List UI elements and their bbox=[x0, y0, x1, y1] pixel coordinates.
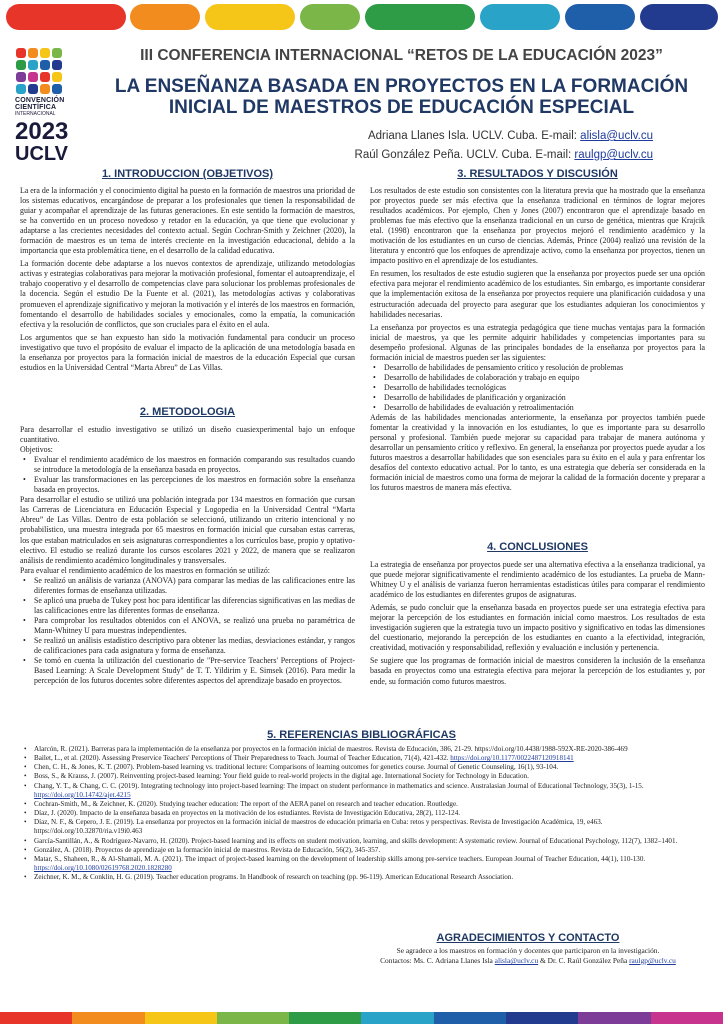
author-1-text: Adriana Llanes Isla. UCLV. Cuba. E-mail: bbox=[367, 130, 581, 142]
reference-item bbox=[22, 782, 702, 800]
color-band-segment bbox=[361, 1012, 433, 1024]
logo-square bbox=[28, 84, 38, 94]
reference-doi-link[interactable]: https://doi.org/10.14742/ajet.4215 bbox=[34, 790, 131, 799]
conclusions-paragraph: Además, se pudo concluir que la enseñanza basada en proyectos puede ser una estrategia efectiva para mejorar la percepción de los estudiantes en formación inicial como maestros. Los resultados de esta investigación sugieren que la estrategia tuvo un impacto positivo y significativo en todas las dimensiones del cuestionario, mejorando la percepción de los estudiantes en cuanto a la efectividad, integración, creatividad, motivación y responsabilidad, reflexión y evaluación e inclusión y pertenencia. bbox=[370, 603, 705, 653]
reference-text: Bailet, L., et al. (2020). Assessing Preservice Teachers' Perceptions of Their Preparedness to Teach. Journal of Teacher Education, 71(4), 421-432. bbox=[34, 754, 451, 763]
color-band-segment bbox=[6, 4, 126, 30]
intro-heading: 1. INTRODUCCION (OBJETIVOS) bbox=[101, 168, 274, 180]
color-band-segment bbox=[480, 4, 560, 30]
results-paragraph: Además de las habilidades mencionadas anteriormente, la enseñanza por proyectos también puede fomentar la creatividad y la innovación en los estudiantes, lo que es importante para su desarrollo personal y profesional. También puede mejorar su capacidad para trabajar de manera autónoma y desarrollar un pensamiento crítico y reflexivo. En general, la enseñanza por proyectos puede ayudar a los futuros maestros a desarrollar habilidades que son esenciales para su éxito en el aula y para enfrentar los desafíos del contexto educativo actual. Por lo tanto, es una estrategia que debería ser considerada en la formación inicial de maestros como una forma de mejorar la calidad de la formación docente y preparar a los futuros maestros de manera más efectiva. bbox=[370, 413, 705, 493]
author-1-email-link[interactable]: alisla@uclv.cu bbox=[580, 130, 653, 142]
list-item: • Evaluar el rendimiento académico de los maestros en formación comparando sus resultados cuando se introduce la metodología de la enseñanza basada en proyectos. bbox=[20, 455, 355, 475]
ack-line-1: Se agradece a los maestros en formación y docentes que participaron en la investigación. bbox=[396, 946, 660, 955]
color-band-segment bbox=[300, 4, 360, 30]
color-band-segment bbox=[130, 4, 200, 30]
convention-logo bbox=[15, 48, 69, 165]
reference-text: García-Santillán, A., & Rodríguez-Navarro, H. (2020). Project-based learning and its effects on student motivation, learning, and skills development: A systematic review. Journal of Educational Psychology, 112(7), 1382–1401. bbox=[34, 836, 678, 845]
logo-square bbox=[52, 48, 62, 58]
logo-square bbox=[40, 84, 50, 94]
logo-square bbox=[16, 60, 26, 70]
objectives-label: Objetivos: bbox=[20, 445, 53, 455]
reference-text: Díaz, J. (2020). Impacto de la enseñanza basada en proyectos en la motivación de los estudiantes. Revista de Investigación Educativa, 28(2), 112-124. bbox=[34, 809, 461, 818]
color-band-segment bbox=[145, 1012, 217, 1024]
list-item: • Desarrollo de habilidades de evaluación y retroalimentación bbox=[370, 403, 705, 413]
color-band-segment bbox=[578, 1012, 650, 1024]
logo-uclv: UCLV bbox=[15, 143, 68, 165]
poster-title-line-2: INICIAL DE MAESTROS DE EDUCACIÓN ESPECIAL bbox=[168, 97, 635, 118]
method-heading: 2. METODOLOGIA bbox=[139, 406, 236, 418]
ack-email-link-2[interactable]: raulgp@uclv.cu bbox=[629, 956, 676, 965]
reference-text: Matar, S., Shaheen, R., & Al-Shamali, M. A. (2021). The impact of project-based learning on the development of leadership skills among pre-service teachers. European Journal of Teacher Education, 44(1), 110-130. bbox=[34, 854, 646, 863]
reference-text: Chang, Y. T., & Chang, C. C. (2019). Integrating technology into project-based learning: The impact on student performance in mathematics and science. Australasian Journal of Educational Technology, 35(3), 1-15. bbox=[34, 781, 644, 790]
author-2-email-link[interactable]: raulgp@uclv.cu bbox=[574, 149, 653, 161]
color-band-segment bbox=[651, 1012, 723, 1024]
logo-line-3: INTERNACIONAL bbox=[15, 111, 56, 117]
reference-text: Chen, C. H., & Jones, K. T. (2007). Problem-based learning vs. traditional lecture: Comparisons of learning outcomes for genetics course. Journal of Genetic Counseling, 16(1), 93-104. bbox=[34, 763, 559, 772]
list-item: • Desarrollo de habilidades de planificación y organización bbox=[370, 393, 705, 403]
results-heading: 3. RESULTADOS Y DISCUSIÓN bbox=[457, 168, 618, 180]
reference-doi-link[interactable]: https://doi.org/10.1177/0022487120918141 bbox=[450, 754, 574, 763]
logo-squares bbox=[16, 48, 65, 94]
logo-year: 2023 bbox=[15, 118, 69, 145]
reference-text: Boss, S., & Krauss, J. (2007). Reinventing project-based learning: Your field guide to real-world projects in the digital age. International Society for Technology in Education. bbox=[34, 772, 529, 781]
bottom-color-band bbox=[0, 1012, 723, 1024]
ack-heading: AGRADECIMIENTOS Y CONTACTO bbox=[436, 932, 620, 944]
results-body bbox=[370, 186, 705, 493]
color-band-segment bbox=[565, 4, 635, 30]
color-band-segment bbox=[217, 1012, 289, 1024]
intro-paragraph: Los argumentos que se han expuesto han sido la motivación fundamental para conducir un proceso investigativo que tuvo el propósito de evaluar el impacto de la aplicación de una metodología basada en la enseñanza por proyectos para la formación inicial de maestros de la educación Especial que cursan estudios en la Universidad Central “Marta Abreu” de Las Villas. bbox=[20, 332, 355, 372]
list-item: • Desarrollo de habilidades de pensamiento crítico y resolución de problemas bbox=[370, 363, 705, 373]
logo-square bbox=[16, 84, 26, 94]
logo-square bbox=[16, 72, 26, 82]
color-band-segment bbox=[506, 1012, 578, 1024]
logo-square bbox=[40, 72, 50, 82]
list-item: • Para comprobar los resultados obtenidos con el ANOVA, se realizó una prueba no paramétrica de Mann-Whitney U para muestras independientes. bbox=[20, 616, 355, 636]
reference-item bbox=[22, 809, 702, 818]
intro-paragraph: La formación docente debe adaptarse a los nuevos contextos de aprendizaje, utilizando metodologías activas y estrategias colaborativas para mejorar la motivación profesional, fomentar el autoaprendizaje, el trabajo cooperativo y el desarrollo de competencias clave para solucionar los problemas profesionales de la docencia. Según el estudio De la Fuente et al. (2021), las metodologías activas y colaborativas promueven el aprendizaje significativo y mejoran la motivación y el interés de los maestros en formación, fomentando el desarrollo de habilidades sociales y emocionales, como la empatía, la comunicación efectiva y la resolución de conflictos, que son cruciales para el éxito en el aula. bbox=[20, 259, 355, 329]
ack-line-2 bbox=[352, 956, 704, 966]
eval-list bbox=[20, 576, 355, 687]
references-list bbox=[22, 745, 702, 882]
color-band-segment bbox=[205, 4, 295, 30]
reference-item bbox=[22, 837, 702, 846]
benefits-list bbox=[370, 363, 705, 413]
results-paragraph: En resumen, los resultados de este estudio sugieren que la enseñanza por proyectos puede ser una opción efectiva para mejorar el rendimiento académico de los estudiantes. Sin embargo, es importante considerar que la implementación exitosa de la enseñanza por proyectos requiere una planificación cuidadosa y una estructuración adecuada del proyecto para asegurar que los estudiantes adquieran los conocimientos y habilidades necesarias. bbox=[370, 269, 705, 319]
list-item: • Se realizó un análisis de varianza (ANOVA) para comparar las medias de las calificaciones entre las diferentes formas de enseñanza utilizadas. bbox=[20, 576, 355, 596]
eval-label: Para evaluar el rendimiento académico de los maestros en formación se utilizó: bbox=[20, 565, 270, 575]
list-item: • Evaluar las transformaciones en las percepciones de los maestros en formación sobre la enseñanza basada en proyectos. bbox=[20, 475, 355, 495]
color-band-segment bbox=[365, 4, 475, 30]
conclusions-heading: 4. CONCLUSIONES bbox=[487, 541, 588, 553]
logo-square bbox=[40, 48, 50, 58]
reference-item bbox=[22, 754, 702, 763]
results-paragraph: Los resultados de este estudio son consistentes con la literatura previa que ha mostrado que la enseñanza por proyectos puede ser más efectiva que la enseñanza tradicional en términos de lograr mejores resultados académicos. Por ejemplo, Chen y Jones (2007) encontraron que el aprendizaje basado en problemas fue más efectivo que la enseñanza tradicional en un curso de genética, mientras que Krajcik etal. (1998) encontraron que la enseñanza por proyectos mejoró el rendimiento académico y la motivación de los estudiantes en un curso de ciencias. Además, Prince (2004) realizó una revisión de la literatura y encontró que los enfoques de aprendizaje activo, como la enseñanza por proyectos, tienen un impacto positivo en el aprendizaje de los estudiantes. bbox=[370, 186, 705, 266]
list-item: • Se aplicó una prueba de Tukey post hoc para identificar las diferencias significativas en las medias de las calificaciones entre las diferentes formas de enseñanza. bbox=[20, 596, 355, 616]
logo-line-1: CONVENCIÓN bbox=[15, 97, 65, 104]
list-item: • Desarrollo de habilidades tecnológicas bbox=[370, 383, 705, 393]
method-sample: Para desarrollar el estudio se utilizó una población integrada por 134 maestros en formación que cursan las Carreras de Licenciatura en Educación Especial y Logopedia en la Universidad Central “Marta Abreu” de Las Villas. Dentro de esta población se seleccionó, utilizando un criterio intencional y no probabilístico, una muestra integrada por 65 maestros en formación inicial que cursaban estas carreras, los que estaban matriculados en seis asignaturas correspondientes a los currículos base, propio y optativo-electivo. El estudio se realizó durante los cursos escolares 2021 y 2022, de manera que se realizaron análisis de rendimiento académico longitudinales y transversales. bbox=[20, 495, 355, 565]
logo-square bbox=[16, 48, 26, 58]
conclusions-paragraph: La estrategia de enseñanza por proyectos puede ser una alternativa efectiva a la enseñanza tradicional, ya que puede mejorar significativamente el rendimiento académico de los estudiantes. La prueba de Mann-Whitney U y el análisis de varianza fueron herramientas estadísticas útiles para comparar el rendimiento académico de los estudiantes en diferentes grupos de asignaturas. bbox=[370, 560, 705, 600]
color-band-segment bbox=[72, 1012, 144, 1024]
method-intro: Para desarrollar el estudio investigativo se utilizó un diseño cuasiexperimental bajo un enfoque cuantitativo. bbox=[20, 425, 355, 445]
reference-item bbox=[22, 772, 702, 781]
reference-item bbox=[22, 846, 702, 855]
objectives-list bbox=[20, 455, 355, 495]
reference-text: Cochran-Smith, M., & Zeichner, K. (2020). Studying teacher education: The report of the AERA panel on research and teacher education. Routledge. bbox=[34, 799, 458, 808]
reference-text: Alarcón, R. (2021). Barreras para la implementación de la enseñanza por proyectos en la formación inicial de maestros. Revista de Educación, 386, 21-29. https://doi.org/10.4438/1988-592X-RE-2020-386-469 bbox=[34, 745, 628, 753]
logo-line-2: CIENTÍFICA bbox=[15, 104, 57, 111]
color-band-segment bbox=[0, 1012, 72, 1024]
author-2-text: Raúl González Peña. UCLV. Cuba. E-mail: bbox=[354, 149, 575, 161]
method-body bbox=[20, 425, 355, 686]
logo-square bbox=[52, 84, 62, 94]
results-paragraph: La enseñanza por proyectos es una estrategia pedagógica que tiene muchas ventajas para la formación inicial de maestros, ya que les permite adquirir habilidades y competencias importantes para su desempeño profesional. Algunas de las principales bondades de la enseñanza por proyectos para la formación inicial de maestros pueden ser las siguientes: bbox=[370, 322, 705, 362]
ack-contact-text-2: & Dr. C. Raúl González Peña bbox=[538, 956, 630, 965]
intro-paragraph: La era de la información y el conocimiento digital ha puesto en la formación de maestros una prioridad de los sistemas educativos, encargándose de preparar a los profesionales que tienen la responsabilidad de guiar y acompañar el aprendizaje de las futuras generaciones. En este sentido la formación de maestros, se ha convertido en un proceso novedoso y retador en la educación, ya que tiene que evolucionar y adaptarse a las crecientes necesidades del contexto actual. Según Cochran-Smith y Zeichner (2020), la formación de maestros es un tema de interés creciente en la investigación educacional, debido a la importancia que esta problemática tiene, en el desarrollo de la calidad educativa. bbox=[20, 186, 355, 256]
logo-square bbox=[52, 72, 62, 82]
reference-text: Díaz, N. F., & Cepero, J. E. (2019). La enseñanza por proyectos en la formación inicial de maestros de educación primaria en Cuba: retos y perspectivas. Revista de Investigación Académica, 19, e463. https://doi.org/10.32870/ria.v19i0.463 bbox=[34, 818, 603, 836]
reference-item bbox=[22, 763, 702, 772]
list-item: • Desarrollo de habilidades de colaboración y trabajo en equipo bbox=[370, 373, 705, 383]
color-band-segment bbox=[640, 4, 718, 30]
references-heading: 5. REFERENCIAS BIBLIOGRÁFICAS bbox=[267, 729, 456, 741]
color-band-segment bbox=[289, 1012, 361, 1024]
conclusions-paragraph: Se sugiere que los programas de formación inicial de maestros consideren la inclusión de la enseñanza basada en proyectos como una estrategia efectiva para mejorar la percepción de los estudiantes y, por ende, su formación como futuros maestros. bbox=[370, 656, 705, 686]
logo-square bbox=[52, 60, 62, 70]
reference-item bbox=[22, 745, 702, 754]
color-band-segment bbox=[434, 1012, 506, 1024]
poster-title-line-1: LA ENSEÑANZA BASADA EN PROYECTOS EN LA FORMACIÓN bbox=[114, 76, 689, 97]
reference-item bbox=[22, 855, 702, 873]
top-color-band bbox=[0, 0, 723, 36]
reference-text: Zeichner, K. M., & Conklin, H. G. (2019). Teacher education programs. In Handbook of research on teaching (pp. 96-119). American Educational Research Association. bbox=[34, 873, 514, 882]
logo-square bbox=[28, 60, 38, 70]
reference-doi-link[interactable]: https://doi.org/10.1080/02619768.2020.1828280 bbox=[34, 864, 172, 873]
reference-text: González, A. (2018). Proyectos de aprendizaje en la formación inicial de maestros. Revista de Educación, 56(2), 345-357. bbox=[34, 845, 381, 854]
list-item: • Se realizó un análisis estadístico descriptivo para obtener las medias, desviaciones estándar, y rangos de calificaciones para cada asignatura y forma de enseñanza. bbox=[20, 636, 355, 656]
conclusions-body bbox=[370, 560, 705, 687]
list-item: • Se tomó en cuenta la utilización del cuestionario de "Pre-service Teachers' Perceptions of Project-Based Learning: A Scale Development Study" de T. T. Yildirim y E. Simsek (2016). Para medir la percepción de los futuros docentes sobre diferentes aspectos del aprendizaje basado en proyectos. bbox=[20, 656, 355, 686]
logo-square bbox=[28, 48, 38, 58]
intro-body bbox=[20, 186, 355, 373]
ack-body bbox=[352, 946, 704, 966]
reference-item bbox=[22, 873, 702, 882]
logo-square bbox=[28, 72, 38, 82]
ack-email-link-1[interactable]: alisla@uclv.cu bbox=[494, 956, 539, 965]
poster-title bbox=[80, 76, 723, 118]
reference-item bbox=[22, 818, 702, 836]
author-1 bbox=[368, 130, 653, 142]
author-2 bbox=[355, 149, 653, 161]
ack-contact-text: Contactos: Ms. C. Adriana Llanes Isla bbox=[380, 956, 495, 965]
conference-title: III CONFERENCIA INTERNACIONAL “RETOS DE LA EDUCACIÓN 2023” bbox=[140, 47, 663, 64]
logo-square bbox=[40, 60, 50, 70]
reference-item bbox=[22, 800, 702, 809]
